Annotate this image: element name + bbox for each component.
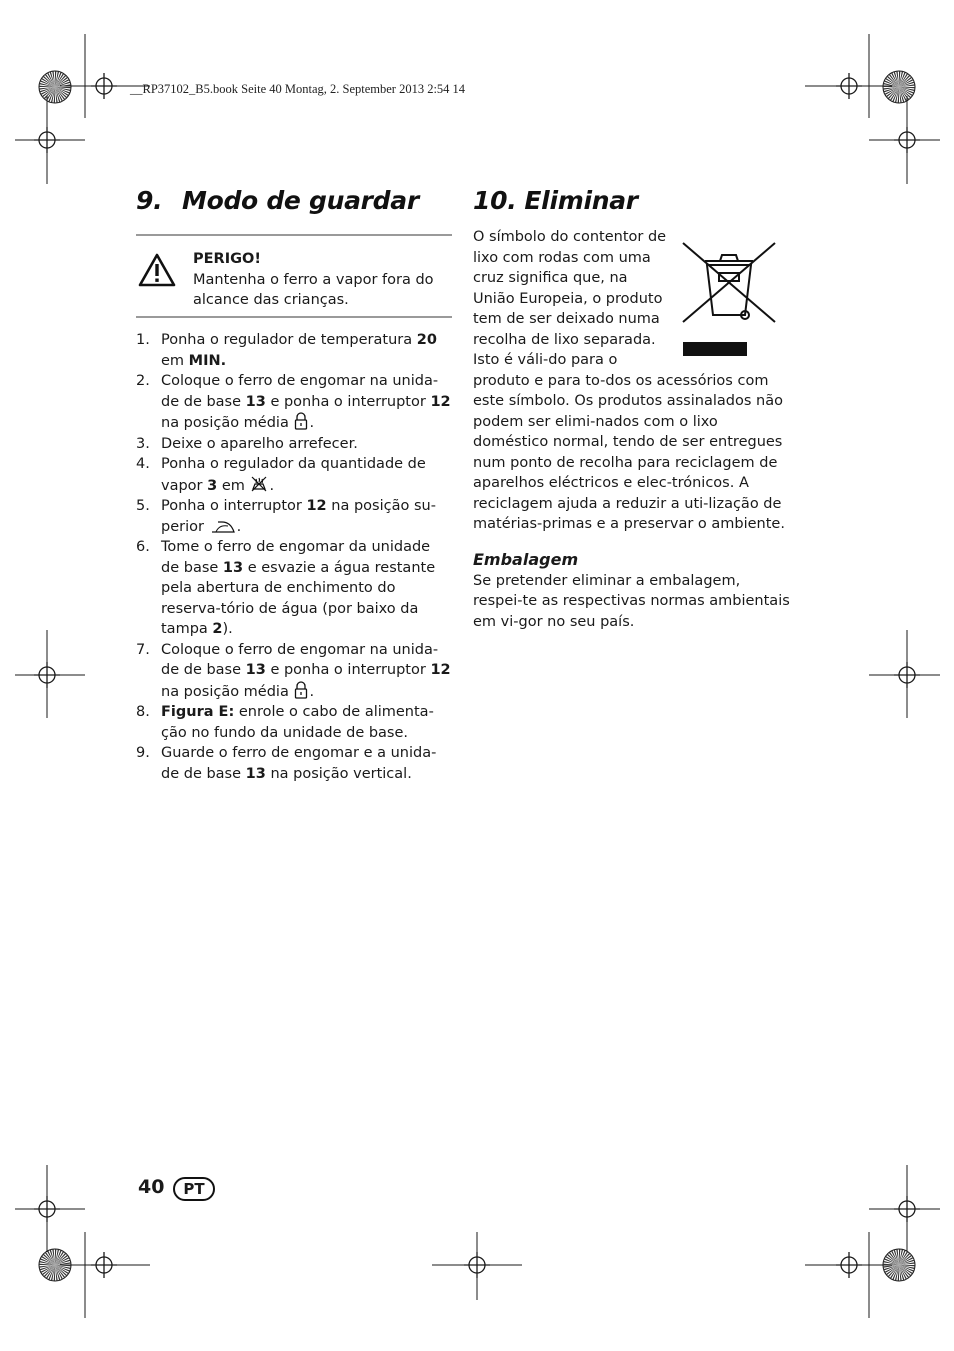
danger-warning-box bbox=[136, 234, 452, 318]
weee-crossed-bin-icon bbox=[673, 235, 791, 365]
step-number: 1. bbox=[136, 332, 150, 348]
step-item bbox=[136, 496, 452, 537]
print-slug: __RP37102_B5.book Seite 40 Montag, 2. September 2013 2:54 14 bbox=[130, 82, 466, 96]
packaging-subheading: Embalagem bbox=[473, 549, 579, 569]
step-text: . bbox=[309, 415, 315, 431]
step-text: e ponha o interruptor bbox=[265, 662, 431, 678]
step-bold-text: 13 bbox=[245, 662, 266, 678]
step-bold-text: MIN. bbox=[188, 352, 227, 369]
step-number: 6. bbox=[136, 539, 150, 555]
page-number: 40 bbox=[138, 1176, 165, 1198]
step-bold-text: 20 bbox=[416, 332, 437, 348]
step-item bbox=[136, 537, 452, 640]
step-text: Tome o ferro de engomar da unidade de base bbox=[161, 539, 431, 576]
step-number: 2. bbox=[136, 373, 150, 389]
step-text: Ponha o regulador da quantidade de vapor bbox=[161, 456, 426, 494]
lock-icon bbox=[294, 681, 308, 699]
step-text: e ponha o interruptor bbox=[265, 393, 431, 410]
step-number: 4. bbox=[136, 456, 150, 472]
section-9-title: Modo de guardar bbox=[182, 186, 419, 215]
step-text: Coloque o ferro de engomar na unida-de de base bbox=[161, 373, 439, 410]
packaging-paragraph: Se pretender eliminar a embalagem, respei-te as respectivas normas ambientais em vi-gor no seu país. bbox=[473, 572, 790, 630]
step-text: na posição média bbox=[161, 683, 294, 700]
step-text: . bbox=[269, 477, 275, 494]
disposal-column bbox=[473, 227, 791, 632]
step-text: na posição média bbox=[161, 415, 294, 431]
step-bold-text: 2 bbox=[212, 621, 223, 637]
step-bold-text: 13 bbox=[222, 559, 244, 576]
step-text: em bbox=[161, 352, 189, 369]
step-item bbox=[136, 371, 452, 434]
step-text: na posição vertical. bbox=[265, 765, 412, 782]
step-text: . bbox=[309, 683, 315, 700]
warning-triangle-icon bbox=[138, 253, 176, 287]
step-text: ). bbox=[222, 621, 233, 637]
step-item bbox=[136, 702, 452, 743]
step-bold-text: 13 bbox=[245, 765, 266, 782]
step-number: 5. bbox=[136, 498, 150, 514]
step-text: Coloque o ferro de engomar na unida-de de base bbox=[161, 641, 439, 678]
step-text: Deixe o aparelho arrefecer. bbox=[161, 435, 358, 452]
step-text: Ponha o interruptor bbox=[161, 498, 307, 514]
step-item bbox=[136, 454, 452, 496]
step-text: Guarde o ferro de engomar e a unida-de de base bbox=[161, 745, 437, 782]
step-number: 9. bbox=[136, 745, 150, 761]
section-10-heading bbox=[473, 186, 638, 215]
step-text: na posição su-perior bbox=[161, 498, 436, 535]
step-text: e esvazie a água restante pela abertura de enchimento do reserva-tório de água (por baixo da tampa bbox=[161, 559, 436, 637]
step-text: Ponha o regulador de temperatura bbox=[161, 332, 417, 348]
step-item bbox=[136, 743, 452, 784]
step-item bbox=[136, 434, 452, 455]
iron-icon bbox=[210, 520, 236, 534]
step-bold-text: 12 bbox=[430, 662, 451, 678]
disposal-paragraph: O símbolo do contentor de lixo com rodas com uma cruz significa que, na União Europeia, o produto tem de ser deixado numa recolha de lixo separada. Isto é váli-do para o produto e para to-dos os acessórios com este símbolo. Os produtos assinalados não podem ser elimi-nados com o lixo doméstico normal, tendo de ser entregues num ponto de recolha para reciclagem de aparelhos eléctricos e elec-trónicos. A reciclagem ajuda a reduzir a uti-lização de matérias-primas e a preservar o ambiente. bbox=[473, 229, 785, 532]
step-bold-text: 12 bbox=[430, 393, 451, 410]
step-item bbox=[136, 640, 452, 703]
step-bold-text: 3 bbox=[207, 477, 218, 494]
step-number: 7. bbox=[136, 641, 150, 658]
step-number: 3. bbox=[136, 435, 150, 452]
section-9-heading bbox=[136, 186, 419, 215]
language-badge: PT bbox=[173, 1177, 215, 1201]
lock-icon bbox=[294, 412, 308, 430]
section-10-title: Eliminar bbox=[524, 186, 638, 215]
step-bold-text: 13 bbox=[245, 393, 266, 410]
section-9-number: 9. bbox=[136, 186, 163, 215]
step-text: enrole o cabo de alimenta-ção no fundo da unidade de base. bbox=[161, 704, 434, 741]
section-10-number: 10. bbox=[473, 186, 517, 215]
warning-title: PERIGO! bbox=[193, 251, 261, 267]
step-item bbox=[136, 330, 452, 371]
warning-text: Mantenha o ferro a vapor fora do alcance das crianças. bbox=[193, 271, 434, 308]
step-bold-text: 12 bbox=[306, 498, 327, 514]
step-number: 8. bbox=[136, 704, 150, 720]
step-text: em bbox=[217, 477, 250, 494]
step-bold-text: Figura E: bbox=[161, 704, 235, 720]
no-steam-icon bbox=[250, 475, 268, 493]
step-text: . bbox=[236, 518, 242, 535]
storage-steps-list bbox=[136, 330, 452, 784]
